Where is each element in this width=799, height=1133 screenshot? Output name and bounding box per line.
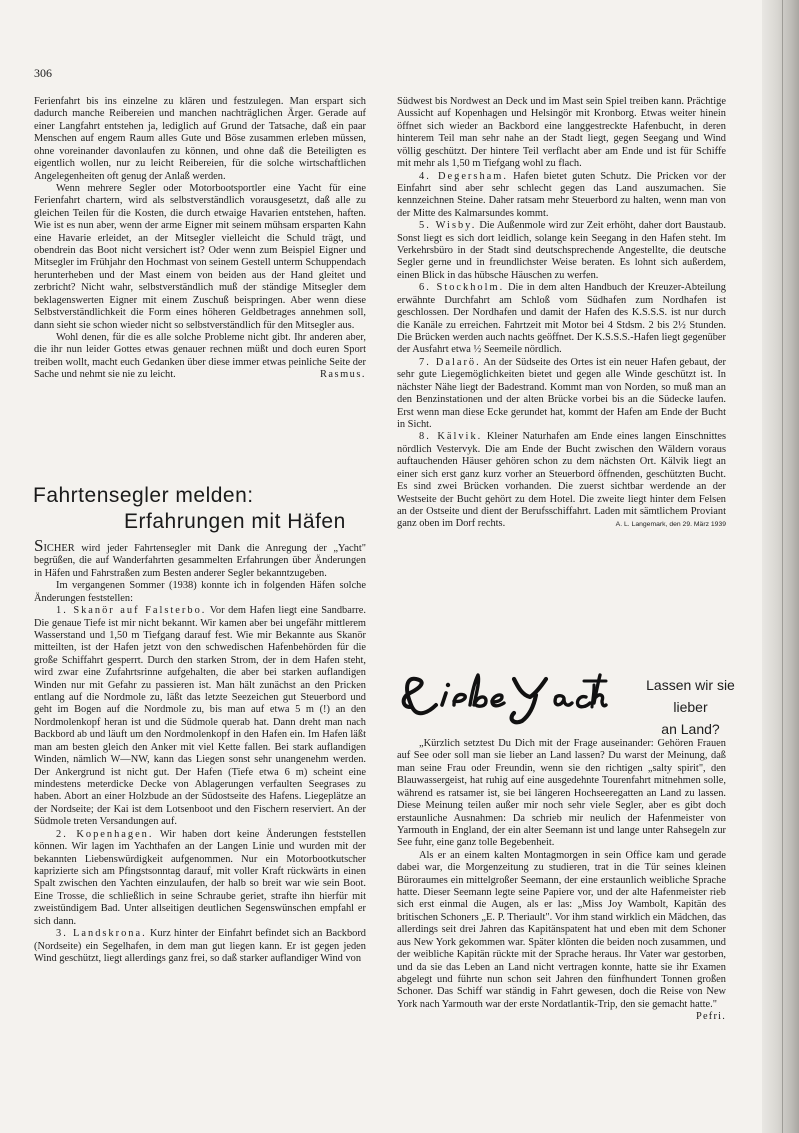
intro-text: ICHER wird jeder Fahrtensegler mit Dank die Anregung der „Yacht" begrüßen, die auf Wanderfahrten gesammelten Erfahrungen über Änderungen in Häfen und Fahrstraßen zum Besten anderer Segler bekanntzugeben.	[34, 543, 366, 579]
harbor-entry-5	[397, 220, 726, 282]
harbor-text: Kurz hinter der Einfahrt befindet sich an Backbord (Nordseite) ein Segelhafen, in dem man gut liegen kann. Er ist gegen jeden Wind geschützt, liegt allerdings ganz frei, so daß starker auflandiger Wind von	[34, 928, 366, 964]
harbor-name: 8. Kälvik.	[419, 431, 483, 443]
harbor-text: Die Außenmole wird zur Zeit erhöht, daher dort Baustaub. Sonst liegt es sich dort leidlich, solange kein Seegang in den Hafen steht. Im Verkehrsbüro in der Stadt sind deutschsprechende Angestellte, die deutsche Segler gerne und in freundlichster Weise beraten. Es lohnt sich außerdem, einen Blick in das hübsche Häuschen zu werfen.	[397, 220, 726, 281]
harbor-name: 2. Kopenhagen.	[56, 828, 154, 840]
liebe-yacht-logo	[396, 667, 608, 727]
harbor-text: Wir haben dort keine Änderungen feststellen können. Wir lagen im Yachthafen an der Langen Linie und wurden mit der bekannten Liebenswürdigkeit aufgenommen. Nur ein Motorbootkutscher kaprizierte sich am Pfingstsonntag darauf, mit voller Kraft rückwärts in einen Spalt zwischen den Yachten einzulaufen, der halb so breit war wie sein Boot. Eine Trosse, die schließlich in seine Schraube geriet, strafte ihn hierfür mit zweistündigem Bad. Unter allseitigen deutlichen Segenswünschen empfahl er sich dann.	[34, 828, 367, 927]
letter-signature: Pefri.	[696, 1011, 726, 1023]
article-heading-line-1: Fahrtensegler melden:	[33, 484, 254, 507]
lead-line-1: Lassen wir sie lieber	[646, 677, 735, 715]
paragraph	[34, 332, 366, 382]
paragraph: Ferienfahrt bis ins einzelne zu klären und festzulegen. Man erspart sich dadurch manche Reibereien und manchen nachträglichen Ärger. Gerade auf einer Langfahrt entstehen ja, lediglich auf Grund der Tatsache, daß ein paar Menschen auf engem Raum alles Gute und Böse zusammen erleben müssen, ohne voreinander davonlaufen zu können, und ohne daß die Beteiligten es eigentlich wollen, nur zu leicht Reibereien, für die solche wirtschaftlichen Angelegenheiten oft genug der Anlaß werden.	[34, 96, 366, 182]
paragraph-text: Wohl denen, für die es alle solche Probleme nicht gibt. Ihr anderen aber, die ihr nun leider Gottes etwas genauer rechnen müßt und doch euren Sport treiben wollt, macht euch Gedanken über diese immer etwas peinliche Seite der Sache und nehmt sie nie zu leicht.	[34, 332, 366, 381]
harbor-entry-4	[397, 171, 726, 221]
article-body-right	[397, 96, 726, 532]
paragraph: „Kürzlich setztest Du Dich mit der Frage auseinander: Gehören Frauen auf See oder soll man sie lieber an Land lassen? Du warst der Meinung, daß man seine Frau oder Freundin, wenn sie den richtigen „salty spirit", den Blauwassergeist, hat ruhig auf eine ausgedehnte Tourenfahrt mitnehmen solle, während es ratsamer ist, sie bei längeren Hochseeregatten an Land zu lassen. Diese Meinung teilen außer mir noch sehr viele Segler, aber es gibt doch erstaunliche Ausnahmen: Da schrieb mir neulich der Hafenmeister von Yarmouth in England, der ein alter Seemann ist und lange unter Rahsegeln zur See fuhr, eine ganz tolle Begebenheit.	[397, 738, 726, 849]
harbor-text: An der Südseite des Ortes ist ein neuer Hafen gebaut, der sehr gute Liegemöglichkeiten bietet und gegen alle Winde geschützt ist. In nächster Nähe liegt der Badestrand. Kommt man von Norden, so muß man an den Benzinstationen und der alten Brücke vorbei bis an die Südecke laufen. Erst wenn man diese Ecke gerundet hat, kommt der Hafen am Ende der Bucht in Sicht.	[397, 356, 726, 430]
harbor-text: Vor dem Hafen liegt eine Sandbarre. Die genaue Tiefe ist mir nicht bekannt. Wir kamen aber bei ungefähr mittlerem Wasserstand und 1,50 m Tiefgang darauf fest. Wie mir Bekannte aus Skanör mitteilten, ist der Hafen jetzt von den schwedischen Hafenbehörden für die große Schiffahrt gesperrt. Durch den starken Strom, der in dem Hafen steht, wird zwar eine Zufahrtsrinne aufgehalten, die aber bei starken auflandigen Winden nur mit Gefahr zu passieren ist. Man hält zunächst an den Pricken entlang auf die Nordmole zu, läßt das letzte Seezeichen gut Steuerbord und geht im Bogen auf die Nordmole zu, bis man auf etwa 5 m (!) an den Nordmolenkopf heran ist und die Südmole querab hat. Dann dreht man nach Backbord ab und läuft um den Nordmolenkopf in den Hafen ein. Im Hafen läßt man am besten gleich den Anker mit viel Kette fallen. Bei stark auflandigen Winden, nämlich W—NW, kann das Liegen sonst sehr unangenehm werden. Der Ankergrund ist nicht gut. Der Hafen (Tiefe etwa 6 m) scheint eine mindestens meterdicke Decke von Ablagerungen verfaulten Seegrases zu haben. Abort an einer Holzbude an der Südostseite des Hafens. Liegeplätze an der Nordseite; der Kai ist dem Lotsenboot und den Fischern reserviert. An der Südmole treten Versandungen auf.	[34, 605, 366, 828]
harbor-entry-3	[34, 928, 366, 965]
harbor-text: Kleiner Naturhafen am Ende eines langen Einschnittes nördlich Vestervyk. Die am Ende der Bucht zwischen den Wäldern voraus auftauchenden Häuser gehören schon zu dem nächsten Ort. Kälvik liegt an einer sich erst ganz kurz vorher an Steuerbord öffnenden, geschützten Bucht. Es sind zwei Brücken vorhanden. Die zuerst sichtbar werdende an der Westseite der Bucht gehört zu dem Hotel. Die zweite liegt hinter dem Felsen an der Ostseite und dient der Berufsschiffahrt. Laden mit sämtlichem Proviant ganz oben im Dorf rechts.	[397, 431, 726, 530]
harbor-text: Die in dem alten Handbuch der Kreuzer-Abteilung erwähnte Durchfahrt am Schloß vom Südhafen zum Nordhafen ist geschlossen. Der Nordhafen und damit der Hafen des K.S.S.S. ist nur durch die Kanäle zu erreichen. Fahrtzeit mit Motor bei 4 Stdsm. 2 bis 2½ Stunden. Die Brücken werden auch nachts geöffnet. Der K.S.S.S.-Hafen liegt gegenüber der Ausfahrt etwa ½ Seemeile nördlich.	[397, 282, 726, 356]
lead-line-2: an Land?	[661, 721, 720, 737]
book-spine	[762, 0, 799, 1133]
article-heading-line-2: Erfahrungen mit Häfen	[124, 510, 346, 533]
article-dateline: A. L. Langemark, den 29. März 1939	[615, 521, 726, 529]
harbor-entry-6	[397, 282, 726, 357]
harbor-entry-7	[397, 357, 726, 432]
page-number: 306	[34, 66, 52, 80]
paragraph: Südwest bis Nordwest an Deck und im Mast sein Spiel treiben kann. Prächtige Aussicht auf Kopenhagen und Helsingör mit Kronborg. Etwas weiter hinein öffnet sich wieder an Backbord eine langgestreckte Hafenbucht, in deren hinterem Teil man sehr nahe an der Stadt liegt, gegen Seegang und Wind völlig geschützt. Der hintere Teil verflacht aber am Ende und ist für Schiffe mit mehr als 1,50 m Tiefgang wohl zu flach.	[397, 96, 726, 170]
author-signature: Rasmus.	[319, 369, 366, 381]
letter-body	[397, 738, 726, 1024]
harbor-name: 1. Skanör auf Falsterbo.	[56, 605, 207, 617]
harbor-name: 6. Stockholm.	[419, 282, 505, 294]
intro-paragraph	[34, 536, 366, 580]
spine-fold-line	[782, 0, 783, 1133]
harbor-entry-1	[34, 605, 366, 829]
harbor-text: Hafen bietet guten Schutz. Die Pricken vor der Einfahrt sind aber sehr schlecht gegen das Land auszumachen. Sie kennzeichnen Steine. Daher ratsam mehr Steuerbord zu halten, wenn man von der Mitte des Kalmarsundes kommt.	[397, 170, 726, 219]
harbor-name: 7. Dalarö.	[419, 356, 481, 368]
paragraph: Wenn mehrere Segler oder Motorbootsportler eine Yacht für eine Ferienfahrt chartern, wird als selbstverständlich vorausgesetzt, daß alle zu gleichen Teilen für die Kosten, die durch etwaige Havarien entstehen, haften. Wie ist es nun aber, wenn der arme Eigner mit seinem mühsam ersparten Kahn eine Havarie erleidet, an der Mitsegler vielleicht die Schuld trägt, und obendrein das Boot nicht versichert ist? Oder wenn zum Beispiel Eigner und Mitsegler im Frühjahr den Hochmast von seinem Gestell unterm Schuppendach herunterheben und der Mast einem von beiden aus der Hand gleitet und zerbricht? Nicht wahr, selbstverständlich muß der ständige Mitsegler dem beklagenswerten Eigner mit einem Zuschuß beispringen. Aber wenn diese Selbstverständlichkeit die Form eines höheren Geldbetrages annehmen soll, dann sieht sie schon wieder nicht so selbstverständlich für den Mitsegler aus.	[34, 182, 366, 331]
left-column-previous-article	[34, 96, 366, 382]
drop-cap: S	[34, 536, 44, 555]
column-lead	[628, 674, 753, 740]
paragraph	[397, 849, 726, 1023]
logo-text: Liebe Yacht	[396, 667, 401, 668]
harbor-name: 3. Landskrona.	[56, 928, 147, 940]
paragraph-text: Als er an einem kalten Montagmorgen in sein Office kam und gerade dabei war, die Morgenzeitung zu studieren, trat in die Tür seines kleinen Büroraumes ein mittelgroßer Seemann, der eine erstaunlich weibliche Sprache hatte. Dieser Seemann legte seine Papiere vor, und der alte Hafenmeister rieb sich erst einmal die Augen, als er las: „Miss Joy Wambolt, Kapitän des britischen Schoners „E. P. Theriault". Vor ihm stand wirklich ein Mädchen, das allerdings seit drei Jahren das Kapitänspatent hat und eben mit dem Schoner aus New York gekommen war. Später klönten die beiden noch zusammen, und der weibliche Kapitän rückte mit der Sprache heraus. Ihr Vater war gestorben, und da sie das Leben an Land nicht vertragen konnte, hatte sie ihr Examen abgelegt und führte nun schon seit Jahren den fünfhundert Tonnen großen Schoner. Das Schiff war ständig in Fahrt gewesen, doch die Reise von New York nach Yarmouth war der erste Nordatlantik-Trip, den sie gemacht hatte."	[397, 849, 726, 1010]
harbor-name: 4. Degersham.	[419, 170, 508, 182]
article-body-left	[34, 536, 367, 965]
harbor-name: 5. Wisby.	[419, 220, 477, 232]
paragraph: Im vergangenen Sommer (1938) konnte ich in folgenden Häfen solche Änderungen feststellen:	[34, 580, 366, 604]
harbor-entry-2	[34, 829, 366, 928]
harbor-entry-8	[397, 431, 726, 530]
